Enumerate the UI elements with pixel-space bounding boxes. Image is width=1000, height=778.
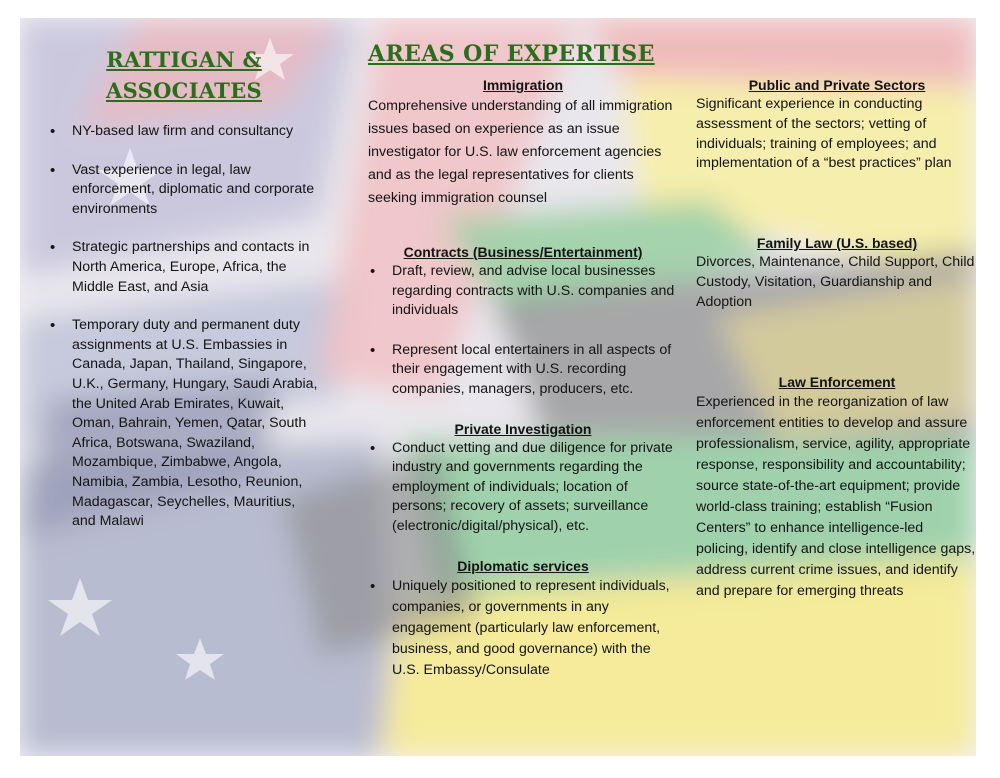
expertise-column — [368, 40, 678, 681]
areas-heading: AREAS OF EXPERTISE — [368, 41, 655, 67]
contracts-item: • Represent local entertainers in all aspects of their engagement with U.S. recording companies, managers, producers, etc. — [368, 341, 678, 400]
diplomatic-list — [368, 576, 678, 681]
highlight-item: • Strategic partnerships and contacts in North America, Europe, Africa, the Middle East, and Asia — [48, 238, 320, 297]
highlight-item: • Temporary duty and permanent duty assignments at U.S. Embassies in Canada, Japan, Thailand, Singapore, U.K., Germany, Hungary, Saudi Arabia, the United Arab Emirates, Kuwait, Oman, Bahrain, Yemen, Qatar, South Africa, Botswana, Swaziland, Mozambique, Zimbabwe, Angola, Namibia, Zambia, Lesotho, Reunion, Madagascar, Seychelles, Mauritius, and Malawi — [48, 316, 320, 532]
public-private-text: Significant experience in conducting assessment of the sectors; vetting of individuals; training of employees; and implementation of a “best practices” plan — [696, 96, 952, 172]
private-investigation-list — [368, 439, 678, 537]
firm-name — [48, 44, 320, 106]
diplomatic-item: • Uniquely positioned to represent individuals, companies, or governments in any engagement (particularly law enforcement, business, and good governance) with the U.S. Embassy/Consulate — [368, 576, 678, 681]
firm-name-line1: RATTIGAN & — [106, 47, 262, 72]
highlight-item: • Vast experience in legal, law enforcement, diplomatic and corporate environments — [48, 161, 320, 220]
diplomatic-title: Diplomatic services — [457, 557, 589, 574]
law-enforcement-text: Experienced in the reorganization of law enforcement entities to develop and assure professionalism, service, agility, appropriate response, responsibility and accountability; source state-of-the-art equipment; provide world-class training; establish “Fusion Centers” to enhance intelligence-led policing, identify and close intelligence gaps, address current crime issues, and identify and prepare for emerging threats — [696, 393, 976, 599]
firm-column — [48, 44, 320, 551]
law-enforcement-title: Law Enforcement — [778, 373, 896, 390]
immigration-title: Immigration — [482, 77, 564, 93]
firm-name-line2: ASSOCIATES — [106, 78, 262, 103]
family-law-text: Divorces, Maintenance, Child Support, Child Custody, Visitation, Guardianship and Adoption — [696, 254, 975, 310]
public-private-title: Public and Private Sectors — [748, 77, 926, 93]
highlight-item: • NY-based law firm and consultancy — [48, 122, 320, 142]
private-investigation-title: Private Investigation — [454, 420, 592, 437]
contracts-item: • Draft, review, and advise local businesses regarding contracts with U.S. companies and individuals — [368, 262, 678, 321]
immigration-text: Comprehensive understanding of all immigration issues based on experience as an issue investigator for U.S. law enforcement agencies and as the legal representatives for clients seeking immigration counsel — [368, 98, 673, 206]
brochure-page — [20, 18, 976, 756]
highlights-list — [48, 122, 320, 532]
contracts-list — [368, 262, 678, 400]
sectors-column — [696, 76, 976, 602]
family-law-title: Family Law (U.S. based) — [756, 235, 918, 252]
private-investigation-item: • Conduct vetting and due diligence for private industry and governments regarding the employment of individuals; location of persons; recovery of assets; surveillance (electronic/digital/physical), etc. — [368, 439, 678, 537]
contracts-title: Contracts (Business/Entertainment) — [403, 244, 643, 260]
